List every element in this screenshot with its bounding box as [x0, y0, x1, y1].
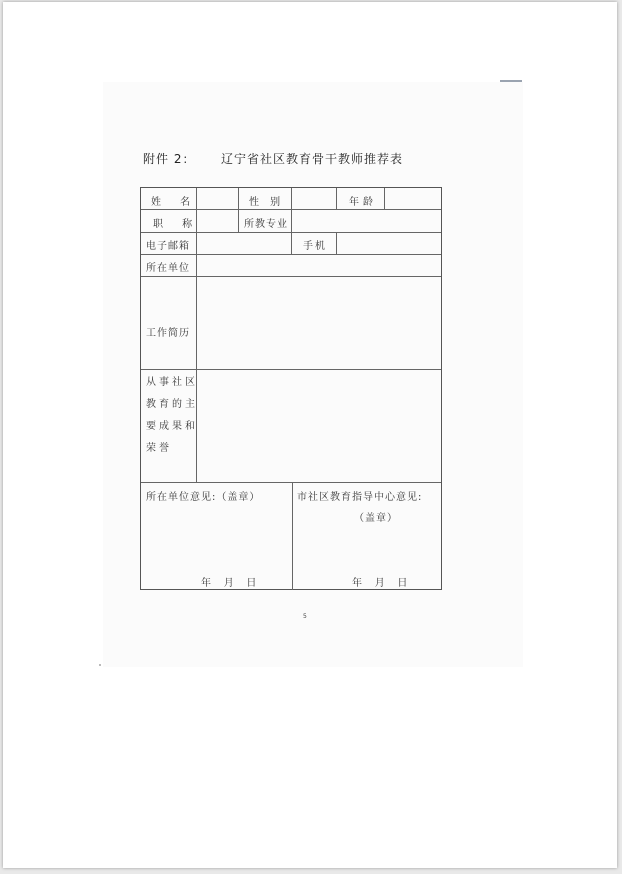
city-center-opinion-label: 市社区教育指导中心意见:	[297, 492, 423, 503]
document-header	[143, 150, 443, 168]
col-divider	[238, 188, 239, 209]
phone-label: 手机	[303, 241, 327, 252]
achievements-label-line: 从事社区	[146, 377, 198, 388]
col-divider	[291, 232, 292, 254]
achievements-label-line: 荣誉	[146, 443, 172, 454]
row-divider	[141, 482, 441, 483]
col-divider	[238, 209, 239, 232]
professional-title-label: 职 称	[153, 219, 201, 230]
page-number: 5	[303, 613, 307, 620]
attachment-label: 附件 2：	[143, 152, 196, 166]
scan-edge-mark	[500, 80, 522, 82]
scan-speck	[99, 664, 101, 666]
row-divider	[141, 369, 441, 370]
unit-opinion-date: 年 月 日	[201, 578, 257, 589]
work-resume-label: 工作简历	[146, 328, 190, 339]
col-divider	[291, 209, 292, 232]
col-divider	[384, 188, 385, 209]
form-title: 辽宁省社区教育骨干教师推荐表	[221, 152, 404, 166]
gender-label: 性 别	[249, 197, 285, 208]
age-label: 年龄	[349, 197, 377, 208]
col-divider	[292, 482, 293, 590]
email-label: 电子邮箱	[146, 241, 190, 252]
achievements-label-line: 要成果和	[146, 421, 198, 432]
achievements-label-line: 教育的主	[146, 399, 198, 410]
row-divider	[141, 254, 441, 255]
unit-opinion-label: 所在单位意见:（盖章）	[146, 492, 261, 503]
city-center-opinion-date: 年 月 日	[352, 578, 408, 589]
city-center-seal-label: （盖章）	[354, 513, 398, 524]
achievements-label	[146, 372, 202, 460]
col-divider	[336, 188, 337, 209]
col-divider	[336, 232, 337, 254]
col-divider	[196, 232, 197, 254]
recommendation-form-table	[140, 187, 442, 590]
unit-label: 所在单位	[146, 263, 190, 274]
document-page	[3, 2, 617, 868]
subject-label: 所教专业	[244, 219, 288, 230]
name-label: 姓 名	[151, 197, 199, 208]
row-divider	[141, 276, 441, 277]
col-divider	[291, 188, 292, 209]
